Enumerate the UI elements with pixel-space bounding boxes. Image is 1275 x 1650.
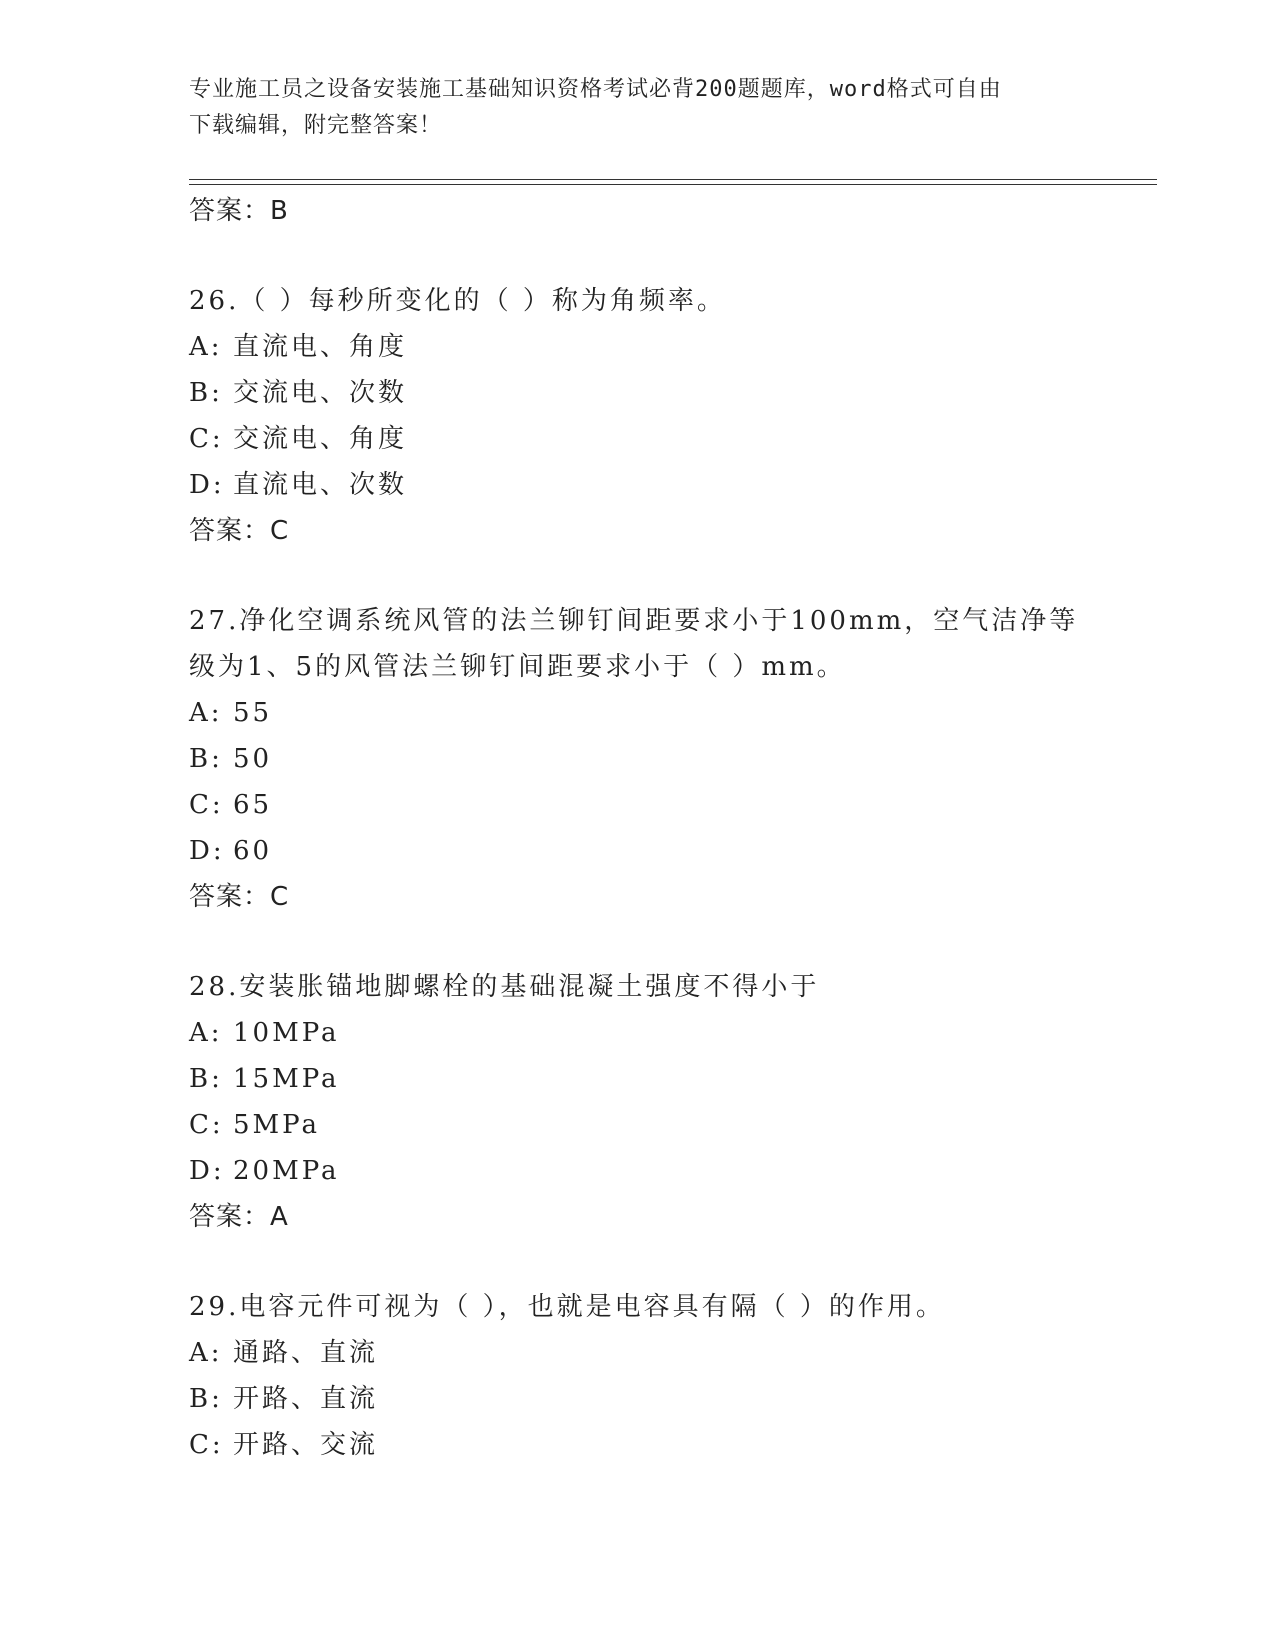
question-text: 27.净化空调系统风管的法兰铆钉间距要求小于100mm，空气洁净等级为1、5的风管法兰铆钉间距要求小于（ ）mm。 bbox=[189, 606, 1079, 682]
option-text: 65 bbox=[233, 790, 273, 820]
question-item bbox=[189, 598, 1089, 920]
question-text: 26.（ ）每秒所变化的（ ）称为角频率。 bbox=[189, 286, 726, 316]
option-d bbox=[189, 1148, 1089, 1194]
option-b bbox=[189, 370, 1089, 416]
question-text: 28.安装胀锚地脚螺栓的基础混凝土强度不得小于 bbox=[189, 972, 820, 1002]
question-text: 29.电容元件可视为（ ），也就是电容具有隔（ ）的作用。 bbox=[189, 1292, 945, 1322]
option-text: 直流电、角度 bbox=[233, 332, 408, 362]
option-letter: C: bbox=[189, 424, 224, 454]
option-a bbox=[189, 1010, 1089, 1056]
answer-line: 答案：C bbox=[189, 882, 290, 912]
option-text: 直流电、次数 bbox=[233, 470, 408, 500]
option-letter: D: bbox=[189, 470, 225, 500]
option-text: 55 bbox=[233, 698, 273, 728]
option-letter: C: bbox=[189, 1430, 224, 1460]
answer-line: 答案：B bbox=[189, 196, 289, 226]
option-b bbox=[189, 1056, 1089, 1102]
option-text: 50 bbox=[233, 744, 273, 774]
question-item bbox=[189, 278, 1089, 554]
option-letter: C: bbox=[189, 790, 224, 820]
option-c bbox=[189, 782, 1089, 828]
answer-line: 答案：C bbox=[189, 516, 290, 546]
option-c bbox=[189, 1102, 1089, 1148]
option-text: 60 bbox=[233, 836, 273, 866]
option-letter: C: bbox=[189, 1110, 224, 1140]
option-letter: B: bbox=[189, 1064, 223, 1094]
option-text: 10MPa bbox=[233, 1018, 340, 1048]
option-letter: D: bbox=[189, 1156, 225, 1186]
option-b bbox=[189, 1376, 1089, 1422]
option-d bbox=[189, 462, 1089, 508]
option-text: 通路、直流 bbox=[233, 1338, 379, 1368]
document-header bbox=[189, 72, 1069, 144]
option-letter: D: bbox=[189, 836, 225, 866]
question-item bbox=[189, 1284, 1089, 1468]
option-text: 20MPa bbox=[233, 1156, 340, 1186]
option-text: 15MPa bbox=[233, 1064, 340, 1094]
option-letter: A: bbox=[189, 1338, 223, 1368]
question-item bbox=[189, 964, 1089, 1240]
option-text: 交流电、次数 bbox=[233, 378, 408, 408]
option-text: 开路、直流 bbox=[233, 1384, 379, 1414]
option-d bbox=[189, 828, 1089, 874]
question-list bbox=[189, 188, 1089, 1468]
header-rule-top bbox=[189, 179, 1157, 180]
option-c bbox=[189, 1422, 1089, 1468]
option-a bbox=[189, 1330, 1089, 1376]
header-line-2: 下载编辑，附完整答案！ bbox=[189, 113, 443, 138]
option-letter: A: bbox=[189, 1018, 223, 1048]
option-letter: B: bbox=[189, 1384, 223, 1414]
option-text: 交流电、角度 bbox=[233, 424, 408, 454]
option-c bbox=[189, 416, 1089, 462]
option-letter: B: bbox=[189, 744, 223, 774]
option-a bbox=[189, 690, 1089, 736]
option-letter: B: bbox=[189, 378, 223, 408]
header-line-1: 专业施工员之设备安装施工基础知识资格考试必背200题题库，word格式可自由 bbox=[189, 77, 1002, 102]
answer-line: 答案：A bbox=[189, 1202, 289, 1232]
option-letter: A: bbox=[189, 698, 223, 728]
option-text: 开路、交流 bbox=[233, 1430, 379, 1460]
option-text: 5MPa bbox=[233, 1110, 320, 1140]
option-letter: A: bbox=[189, 332, 223, 362]
option-b bbox=[189, 736, 1089, 782]
option-a bbox=[189, 324, 1089, 370]
header-rule-bottom bbox=[189, 184, 1157, 185]
